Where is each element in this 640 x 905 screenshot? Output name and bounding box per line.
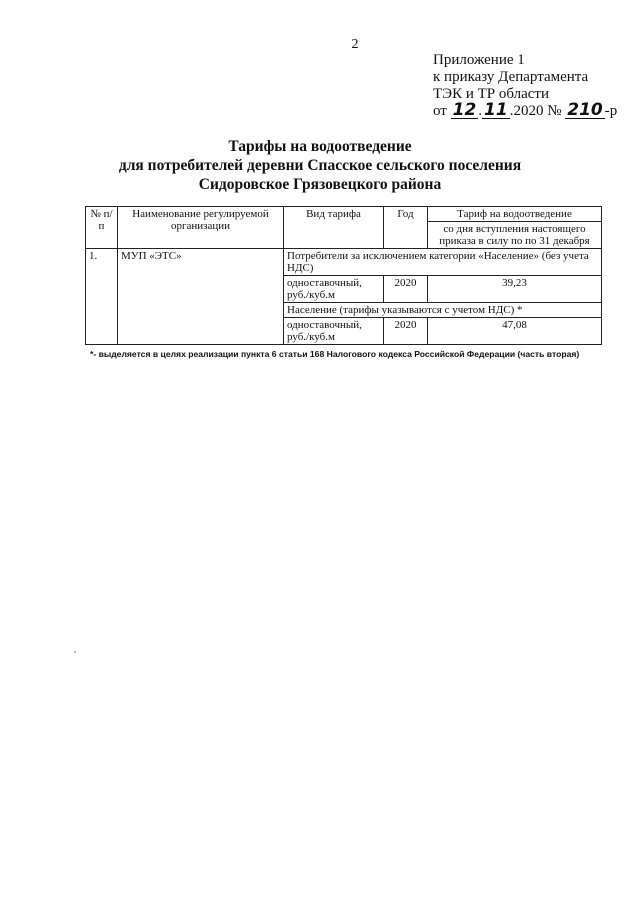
table-header-row	[86, 207, 602, 222]
title-line1: Тарифы на водоотведение	[228, 138, 412, 155]
header-organization: Наименование регулируемой организации	[118, 207, 284, 249]
tariff-kind-cell: одноставочный, руб./куб.м	[284, 318, 384, 345]
scan-speck	[74, 651, 76, 653]
handwritten-order-number: 210	[567, 100, 603, 120]
date-separator: .	[478, 103, 483, 119]
row-organization: МУП «ЭТС»	[118, 249, 284, 345]
appendix-line1: Приложение 1	[433, 52, 525, 68]
page-number: 2	[351, 37, 359, 52]
date-prefix: от	[433, 103, 447, 119]
header-num: № п/п	[86, 207, 118, 249]
tariff-value-cell: 39,23	[428, 276, 602, 303]
tariff-value-cell: 47,08	[428, 318, 602, 345]
document-title	[100, 137, 540, 194]
header-tariff-kind: Вид тарифа	[284, 207, 384, 249]
table-row	[86, 249, 602, 276]
appendix-date-line	[433, 100, 633, 120]
tariff-kind-cell: одноставочный, руб./куб.м	[284, 276, 384, 303]
footnote: *- выделяется в целях реализации пункта 6 статьи 168 Налогового кодекса Российской Федерации (часть вторая)	[90, 349, 580, 359]
row-num: 1.	[86, 249, 118, 345]
header-year: Год	[384, 207, 428, 249]
handwritten-month: 11	[484, 100, 508, 120]
year-and-number-label: .2020 №	[509, 103, 562, 119]
appendix-line2: к приказу Департамента	[433, 69, 589, 85]
title-line2: для потребителей деревни Спасское сельского поселения	[118, 157, 522, 174]
header-tariff-period: со дня вступления настоящего приказа в силу по по 31 декабря	[428, 222, 602, 249]
handwritten-day: 12	[452, 100, 477, 120]
title-line3: Сидоровское Грязовецкого района	[198, 176, 442, 193]
header-tariff: Тариф на водоотведение	[428, 207, 602, 222]
group-population: Население (тарифы указываются с учетом НДС) *	[284, 303, 602, 318]
tariff-table	[85, 206, 602, 345]
year-cell: 2020	[384, 318, 428, 345]
appendix-line3: ТЭК и ТР области	[433, 86, 549, 102]
year-cell: 2020	[384, 276, 428, 303]
group-non-population: Потребители за исключением категории «Население» (без учета НДС)	[284, 249, 602, 276]
order-suffix: -р	[604, 103, 618, 119]
appendix-block	[433, 52, 633, 120]
